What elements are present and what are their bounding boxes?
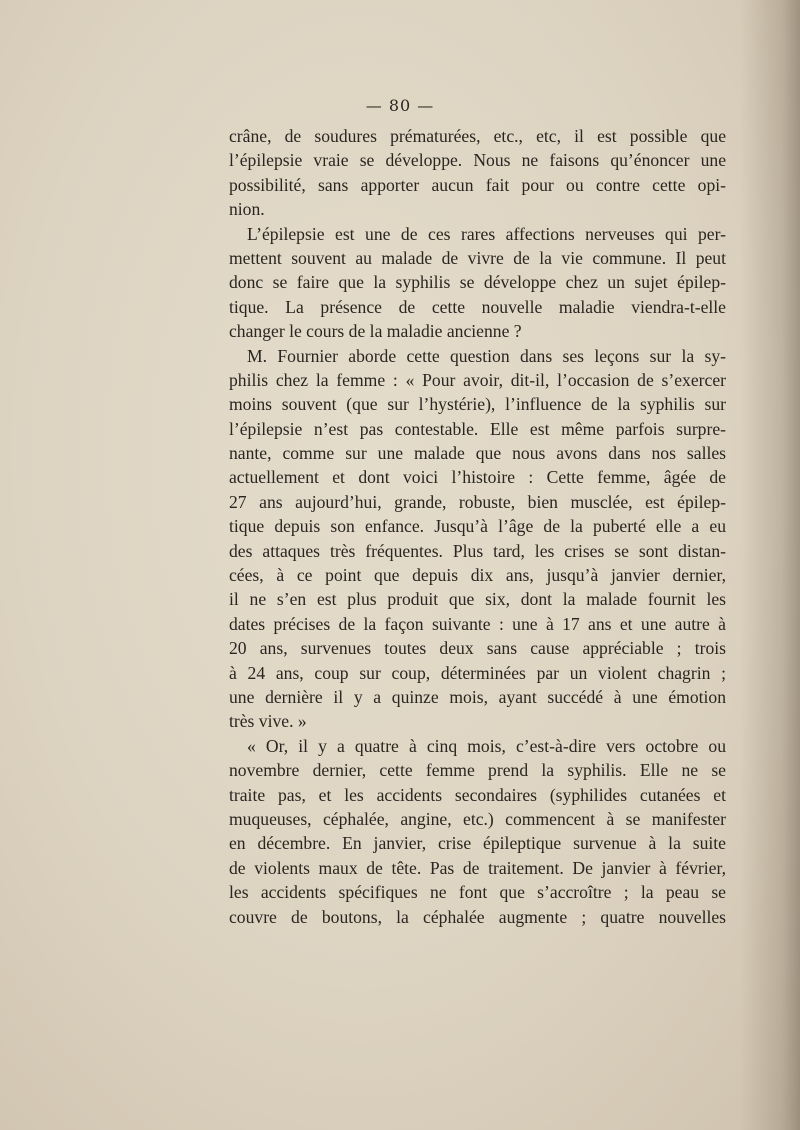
body-text [229,124,726,929]
text-line: tique depuis son enfance. Jusqu’à l’âge de la puberté elle a eu [229,516,726,537]
text-line: novembre dernier, cette femme prend la syphilis. Elle ne se [229,760,726,781]
text-line: très vive. » [229,711,307,732]
text-line: L’épilepsie est une de ces rares affections nerveuses qui per- [247,223,726,244]
text-line: l’épilepsie vraie se développe. Nous ne faisons qu’énoncer une [229,150,726,171]
text-line: dates précises de la façon suivante : une à 17 ans et une autre à [229,613,726,634]
text-line: cées, à ce point que depuis dix ans, jusqu’à janvier dernier, [229,565,726,586]
text-line: 20 ans, survenues toutes deux sans cause appréciable ; trois [229,638,726,659]
text-line: nion. [229,199,265,220]
text-line: crâne, de soudures prématurées, etc., etc, il est possible que [229,126,726,146]
text-line: tique. La présence de cette nouvelle maladie viendra-t-elle [229,296,726,317]
text-line: changer le cours de la maladie ancienne ? [229,321,522,342]
text-line: mettent souvent au malade de vivre de la vie commune. Il peut [229,247,726,268]
text-line: traite pas, et les accidents secondaires (syphilides cutanées et [229,784,726,805]
text-line: de violents maux de tête. Pas de traitement. De janvier à février, [229,857,726,878]
text-line: M. Fournier aborde cette question dans ses leçons sur la sy- [247,345,726,366]
text-line: « Or, il y a quatre à cinq mois, c’est-à-dire vers octobre ou [247,735,726,756]
text-line: muqueuses, céphalée, angine, etc.) commencent à se manifester [229,808,726,829]
text-line: à 24 ans, coup sur coup, déterminées par un violent chagrin ; [229,662,726,683]
page-number: — 80 — [365,96,435,115]
text-line: l’épilepsie n’est pas contestable. Elle est même parfois surpre- [229,418,726,439]
text-line: moins souvent (que sur l’hystérie), l’influence de la syphilis sur [229,394,726,415]
text-line: actuellement et dont voici l’histoire : Cette femme, âgée de [229,467,726,488]
text-line: en décembre. En janvier, crise épileptique survenue à la suite [229,833,726,854]
text-line: philis chez la femme : « Pour avoir, dit-il, l’occasion de s’exercer [229,369,726,390]
text-line: couvre de boutons, la céphalée augmente ; quatre nouvelles [229,906,726,927]
text-line: 27 ans aujourd’hui, grande, robuste, bien musclée, est épilep- [229,491,726,512]
text-line: des attaques très fréquentes. Plus tard, les crises se sont distan- [229,540,726,561]
text-line: possibilité, sans apporter aucun fait pour ou contre cette opi- [229,174,726,195]
text-line: nante, comme sur une malade que nous avons dans nos salles [229,443,726,464]
text-line: une dernière il y a quinze mois, ayant succédé à une émotion [229,686,726,707]
page-edge-shadow [740,0,800,1130]
text-line: les accidents spécifiques ne font que s’accroître ; la peau se [229,882,726,903]
text-line: il ne s’en est plus produit que six, dont la malade fournit les [229,589,726,610]
text-line: donc se faire que la syphilis se développe chez un sujet épilep- [229,272,726,293]
